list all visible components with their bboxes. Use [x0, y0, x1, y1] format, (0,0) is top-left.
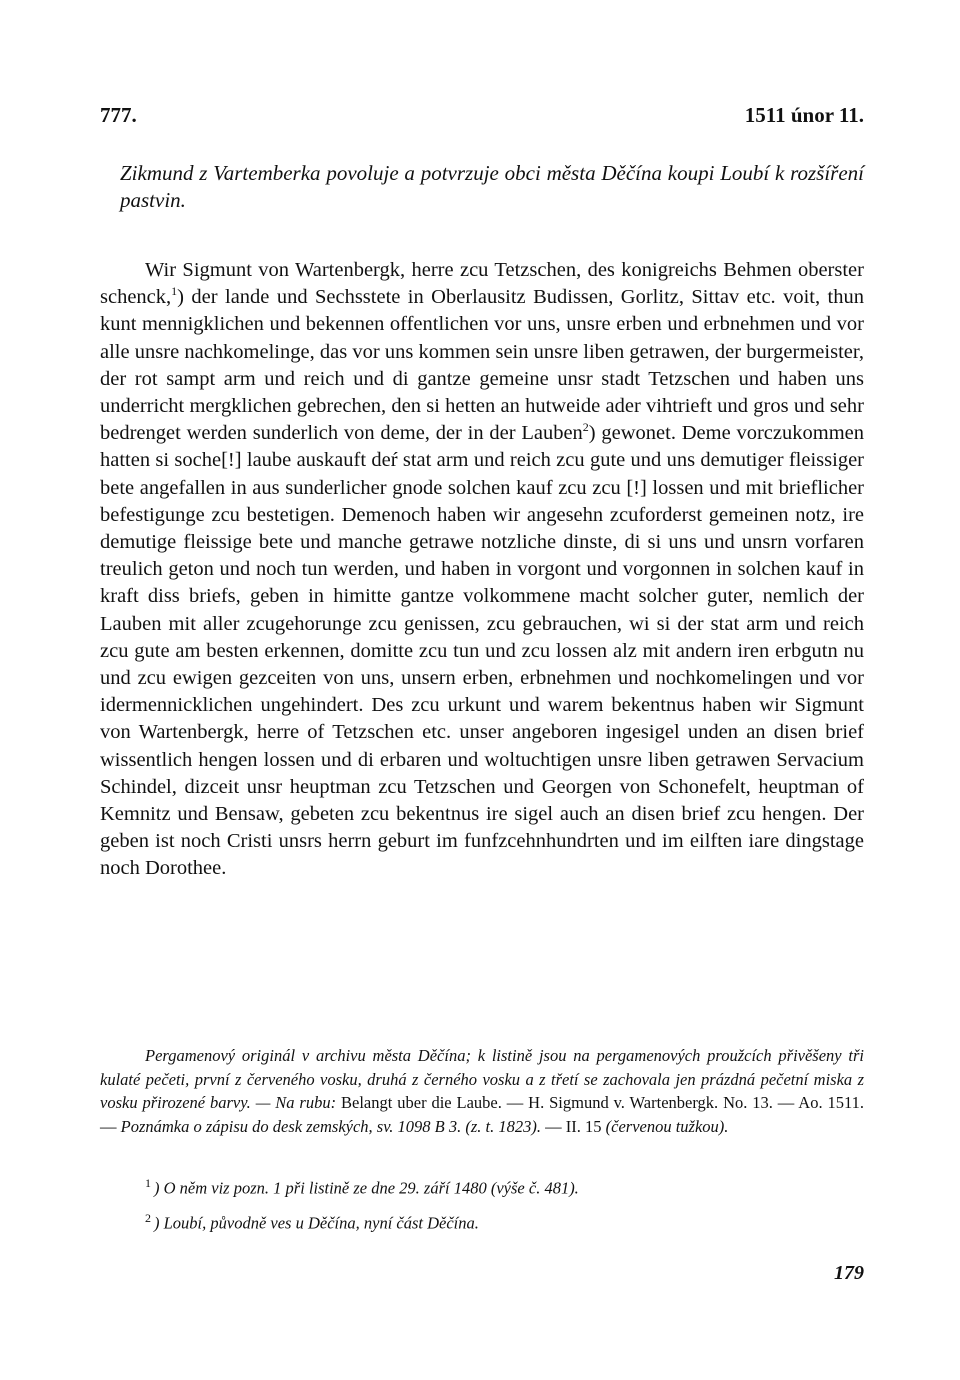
- charter-text-part: ) gewonet. Deme vorczukommen hatten si soche[!] laube auskauft deŕ stat arm und reich zcu gute und uns demutiger fleissiger bete angefallen in aus sunderlicher gnode solchen kauf zcu zcu [!] lossen und mit brieflicher befestigunge zcu bestetigen. Demenoch haben wir angesehn zcuforderst gemeinen notz, ire demutige fleissige bete und manche getrawe notzliche dinste, di si uns und unsrn vorfaren treulich geton und noch tun werden, und haben in vorgont und vorgonnen in solchen kauf in kraft diss briefs, geben in himitte gantze volkommene macht solcher guter, nemlich der Lauben mit aller zcugehorunge zcu genissen, zcu gebrauchen, wi si der stat arm und reich zcu gute am besten erkennen, domitte zcu tun und zcu lossen alz mit andern iren erbgutn nu und zcu ewigen gezceiten von uns, unsern erben, erbnehmen und nochkomelingen und vor idermennicklichen ungehindert. Des zcu urkunt und warem bekentnus haben wir Sigmunt von Wartenbergk, herre of Tetzschen etc. unser angeboren ingesigel unden an disen brief wissentlich hengen lossen und di erbaren und woltuchtigen unsre liben getrawen Servacium Schindel, dizceit unsr heuptman zcu Tetzschen und Georgen von Schonefelt, heuptman of Kemnitz und Bensaw, gebeten zcu bekentnus ire sigel auch an disen brief zcu hengen. Der geben ist noch Cristi unsrs herrn geburt im funfzcehnhundrten und im eilften iare dingstage noch Dorothee.: [100, 422, 864, 880]
- footnote-ref: 2: [582, 420, 589, 435]
- note-part: (červenou tužkou).: [605, 1116, 729, 1136]
- note-part: Belangt uber die Laube. — H. Sigmund v. Wartenbergk. No. 13. — Ao. 1511. —: [100, 1093, 864, 1136]
- document-number: 777.: [100, 103, 137, 127]
- archival-note-paragraph: [100, 1044, 864, 1138]
- footnote-mark: 1: [145, 1176, 151, 1190]
- footnote-ref: 1: [171, 284, 178, 299]
- footnote-text: ) O něm viz pozn. 1 při listině ze dne 29. září 1480 (výše č. 481).: [154, 1178, 579, 1198]
- footnote: [100, 1207, 909, 1235]
- footnote: [100, 1172, 909, 1200]
- archival-note: [100, 1044, 864, 1138]
- page-number: 179: [834, 1262, 864, 1284]
- note-part: Pergamenový originál v archivu města Děčína; k listině jsou na pergamenových proužcích přivěšeny tři kulaté pečeti, první z červeného vosku, druhá z černého vosku a z třetí se zachovala jen prázdná pečetní miska z vosku přirozené barvy. — Na rubu:: [100, 1046, 864, 1112]
- charter-text-part: Wir Sigmunt von Wartenbergk, herre zcu Tetzschen, des konigreichs Behmen oberster schenck,: [100, 259, 864, 309]
- charter-text-part: ) der lande und Sechsstete in Oberlausitz Budissen, Gorlitz, Sittav etc. voit, thun kunt mennigklichen und bekennen offentlichen vor uns, unsre erben und erbnehmen und vor alle unsre nachkomelinge, das vor uns kommen sein unsre liben getrawen, der burgermeister, der rot sampt arm und reich und di gantze gemeine unsr stadt Tetzschen und haben uns underricht mergklichen gebrechen, den si hetten an hutweide ader vihtrieft und gros und sehr bedrenget werden sunderlich von deme, der in der Lauben: [100, 286, 864, 445]
- note-part: — II. 15: [545, 1116, 606, 1136]
- charter-paragraph: [100, 257, 864, 883]
- document-header: [100, 103, 864, 133]
- footnote-mark: 2: [145, 1211, 151, 1225]
- document-date: 1511 únor 11.: [744, 103, 864, 127]
- note-part: Poznámka o zápisu do desk zemských, sv. 1098 B 3. (z. t. 1823).: [120, 1116, 546, 1136]
- footnote-text: ) Loubí, původně ves u Děčína, nyní část Děčína.: [154, 1213, 479, 1233]
- charter-text: [100, 257, 864, 883]
- regest-summary: Zikmund z Vartemberka povoluje a potvrzuje obci města Děčína koupi Loubí k rozšíření pastvin.: [120, 161, 864, 212]
